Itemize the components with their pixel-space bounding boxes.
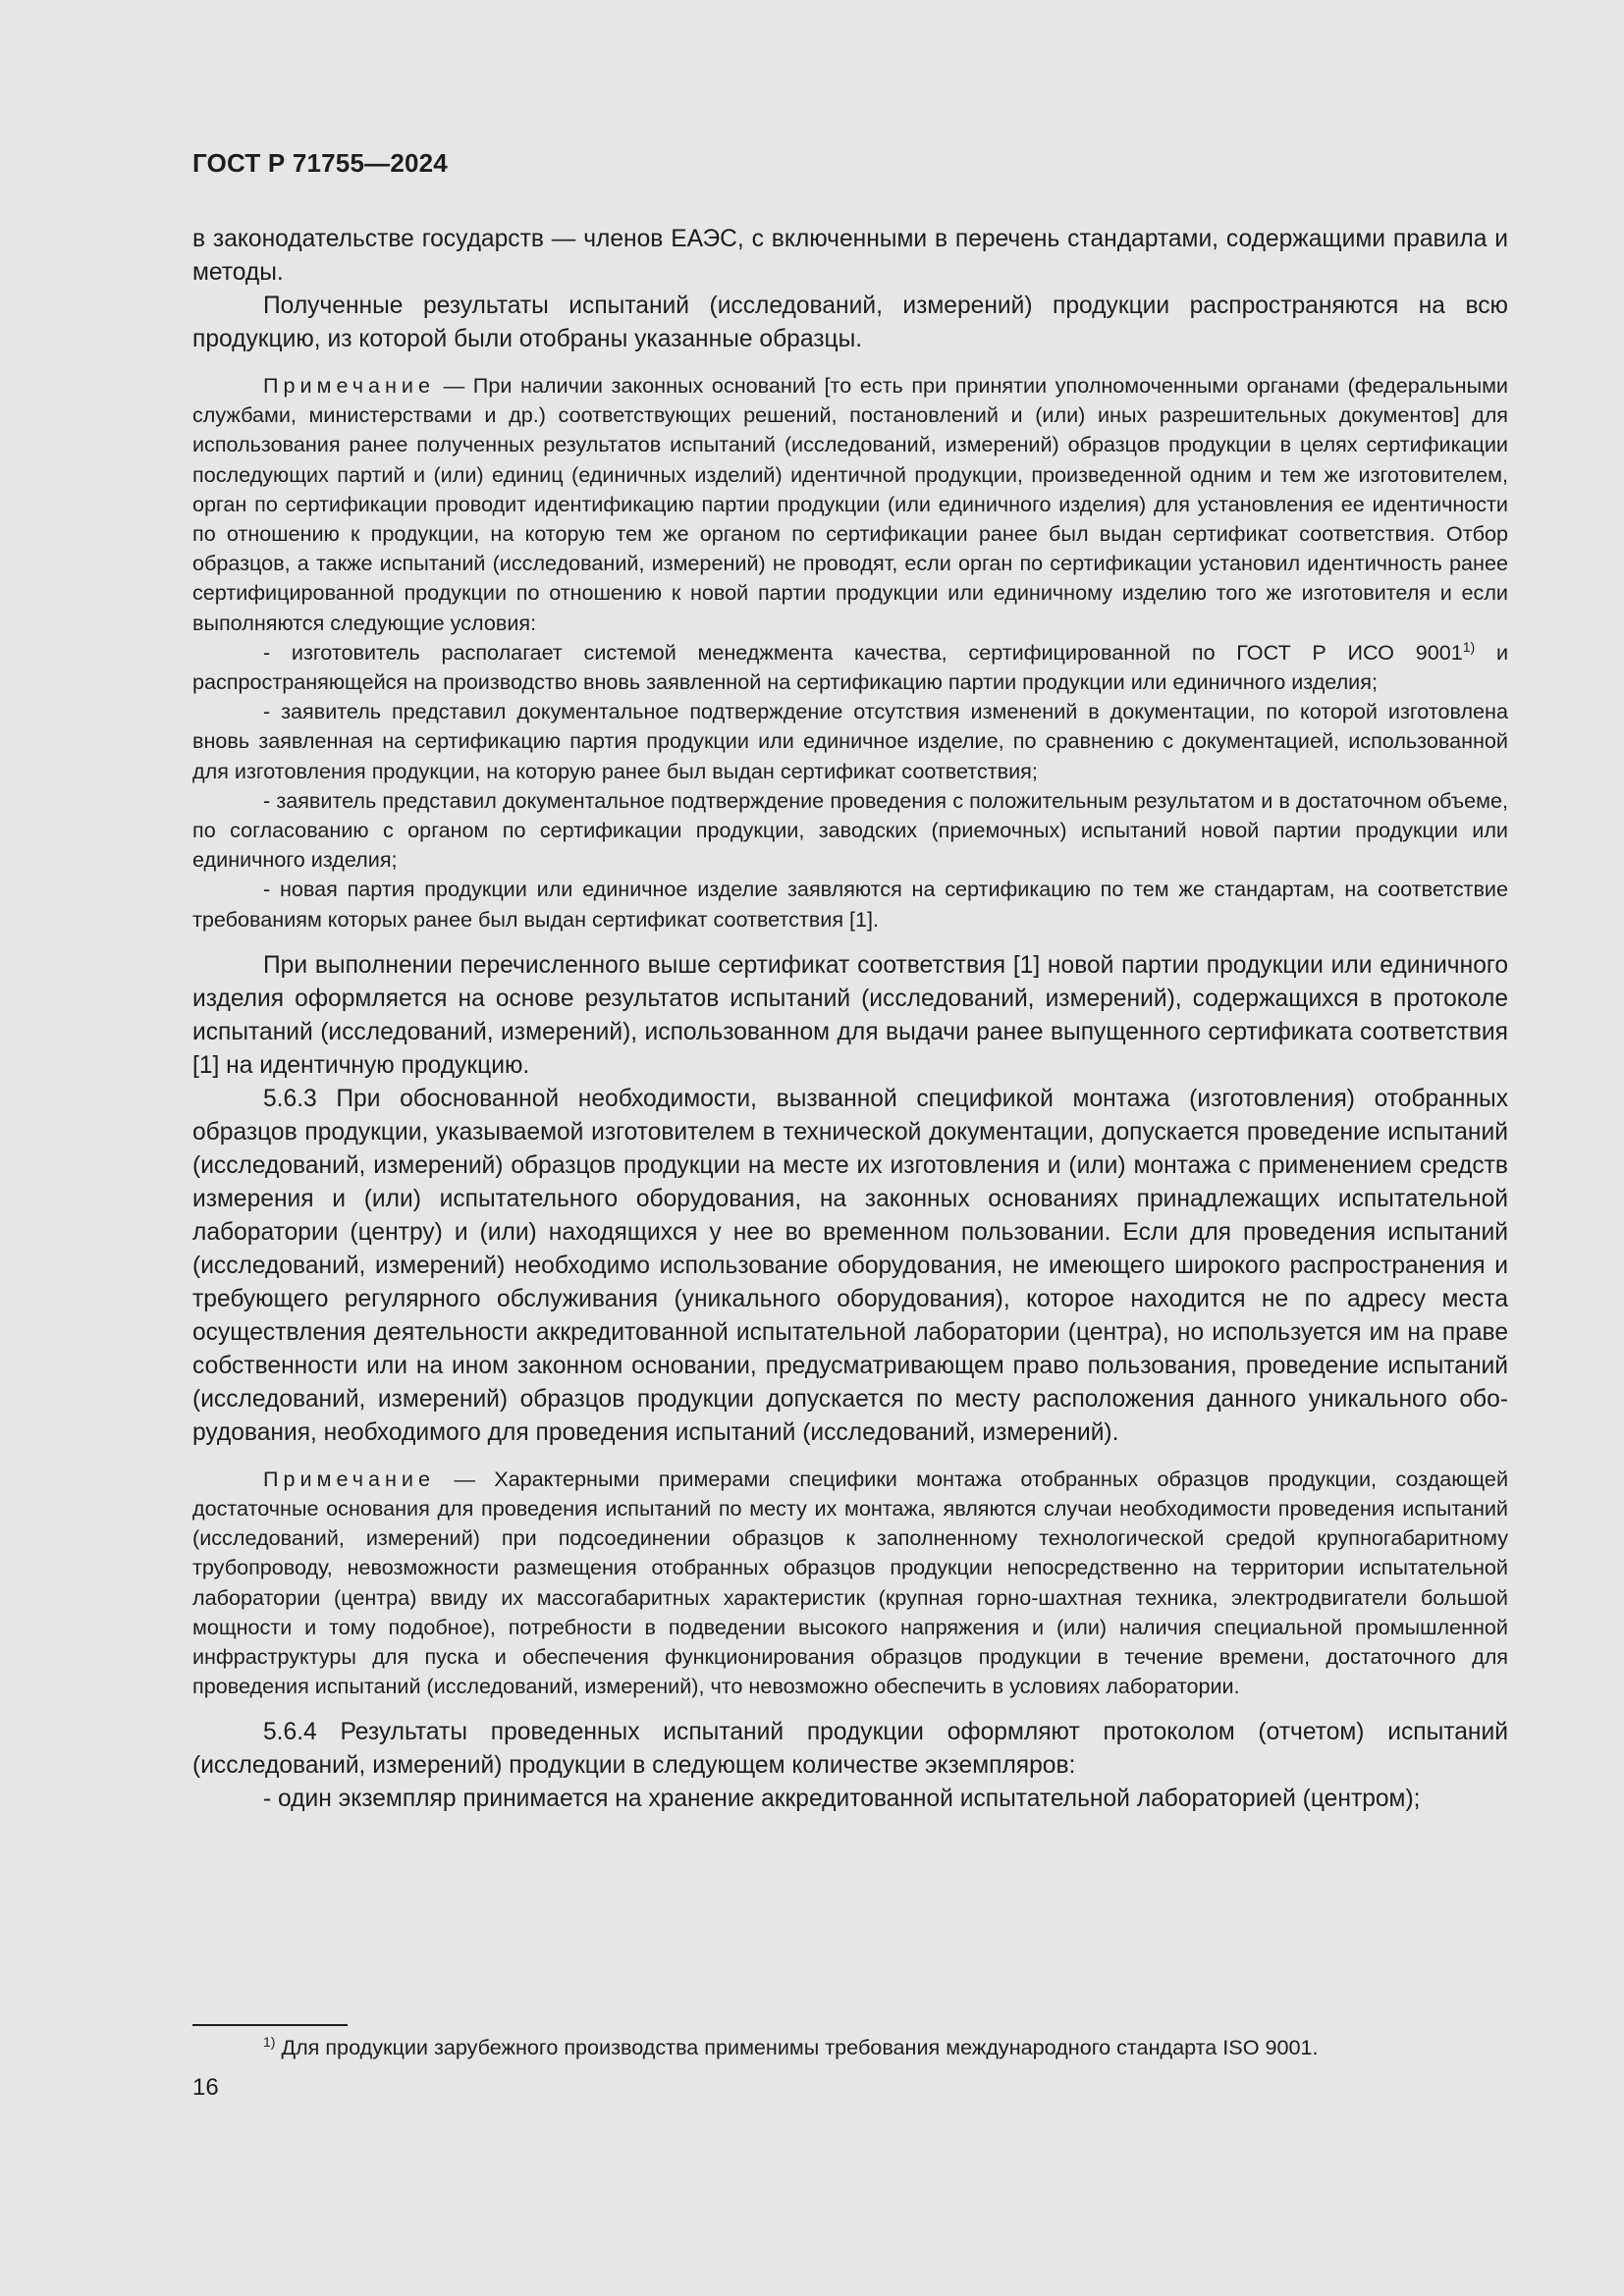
note-list-item <box>192 638 1508 697</box>
page-content <box>192 223 1508 1816</box>
paragraph-clause-5-6-3: 5.6.3 При обоснованной необходимости, вызванной спецификой монтажа (изготовления) отобранных образцов продукции, указываемой изготовителем в технической документации, допускается проведение испытаний (исследований, измерений) образцов продукции на месте их изготовления и (или) монтажа с применением средств измерения и (или) испытательного оборудования, на законных основаниях принадлежащих испытательной лаборатории (центру) и (или) находящихся у нее во временном пользовании. Если для проведения испытаний (исследований, измерений) необходимо использование оборудования, не имеющего широкого распространения и требующего регулярного обслуживания (уникального оборудования), которое находится не по адресу места осуществления деятельности аккредитованной испытательной лаборатории (центра), но используется им на праве собственности или на ином законном основании, предусматривающем право пользования, проведение испытаний (исследований, измерений) образцов продукции допускается по месту расположения данного уникального оборудования, необходимого для проведения испытаний (исследований, измерений). <box>192 1085 1508 1446</box>
note-list-item: - заявитель представил документальное подтверждение отсутствия изменений в документации, по которой изготовлена вновь заявленная на сертификацию партия продукции или единичное изделие, по сравнению с документацией, использованной для изготовления продукции, на которую ранее был выдан сертификат соответствия; <box>192 699 1508 783</box>
note-text <box>192 371 1508 638</box>
note-body: — Характерными примерами специфики монтажа отобранных образцов продукции, создающей достаточные основания для проведения испытаний по месту их монтажа, являются случаи необходимости проведения испытаний (исследований, измерений) при подсоединении образцов к заполненному технологической средой крупногабаритному трубопроводу, невозможности размещения отобранных образцов продукции непосредственно на территории испытательной лаборатории (центра) ввиду их массогабаритных характеристик (крупная горно-шахтная техника, электродвигатели большой мощности и тому подобное), потребности в подведении высокого напряжения и (или) наличия специальной промышленной инфраструктуры для пуска и обеспечения функционирования образцов продукции в течение времени, достаточного для проведения испытаний (исследований, измерений), что невозможно обеспечить в условиях лаборатории. <box>192 1466 1508 1699</box>
note-label: Примечание <box>263 373 435 398</box>
list-item: - один экземпляр принимается на хранение аккредитованной испытательной лабораторией (центром); <box>263 1786 1421 1813</box>
footnote-marker: 1) <box>263 2033 276 2050</box>
note-mounting <box>192 1465 1508 1702</box>
footnote-divider <box>192 2024 348 2026</box>
note-body: — При наличии законных оснований [то есть при принятии уполномоченными органами (федеральными службами, министерствами и др.) соответствующих решений, постановлений и (или) иных разрешительных документов] для использования ранее полученных результатов испытаний (исследований, измерений) образцов продукции в целях сертификации последующих партий и (или) единиц (единичных изделий) идентичной продукции, произведенной одним и тем же изготовителем, орган по сертификации проводит идентификацию партии продукции (или единичного изделия) для установления ее идентичности по отношению к продукции, на которую тем же органом по сертификации ранее был выдан сертификат соответствия. Отбор образцов, а также испытаний (исследований, измерений) не проводят, если орган по сертификации установил идентичность ранее сертифицированной продукции по отношению к новой партии продукции или единичному изделию того же изготовителя и если выполняются следующие условия: <box>192 373 1508 635</box>
footnote <box>263 2033 1510 2062</box>
note-list-item: - заявитель представил документальное подтверждение проведения с положительным результатом и в достаточном объеме, по согласованию с органом по сертификации продукции, заводских (приемочных) испытаний новой партии продукции или единичного изделия; <box>192 787 1508 873</box>
note-list-item-text-cont: и распространяющейся на производство вновь заявленной на сертификацию партии продукции или единичного изделия; <box>192 639 1509 695</box>
footnote-text: Для продукции зарубежного производства применимы требования международного стандарта ISO 9001. <box>275 2035 1319 2059</box>
document-header: ГОСТ Р 71755—2024 <box>192 148 448 178</box>
paragraph-clause-5-6-4: 5.6.4 Результаты проведенных испытаний продукции оформляют протоколом (отчетом) испытаний (исследований, измерений) продукции в следующем количестве экземпляров: <box>192 1719 1508 1780</box>
footnote-ref: 1) <box>1462 638 1476 655</box>
paragraph-certificate: При выполнении перечисленного выше сертификат соответствия [1] новой партии продукции или единичного изделия оформляется на основе результатов испытаний (исследований, измерений), содержащихся в протоколе испытаний (исследований, измерений), использованном для выдачи ранее выпущенного сертификата соответствия [1] на идентичную продукцию. <box>192 951 1508 1079</box>
paragraph-results-scope: Полученные результаты испытаний (исследований, измерений) продукции распространяются на всю продукцию, из которой были отобраны указанные образцы. <box>192 293 1508 352</box>
paragraph-continuation: в законодательстве государств — членов ЕАЭС, с включенными в перечень стандартами, содержащими правила и методы. <box>192 226 1508 286</box>
note-list-item: - новая партия продукции или единичное изделие заявляются на сертификацию по тем же стандартам, на соответствие требованиям которых ранее был выдан сертификат соответствия [1]. <box>192 877 1508 932</box>
note-label: Примечание <box>263 1466 435 1491</box>
note-text <box>192 1465 1508 1702</box>
page-number: 16 <box>192 2074 219 2101</box>
note-list-item-text: - изготовитель располагает системой менеджмента качества, сертифицированной по ГОСТ Р ИСО 9001 <box>263 639 1463 665</box>
note-identification <box>192 371 1508 934</box>
